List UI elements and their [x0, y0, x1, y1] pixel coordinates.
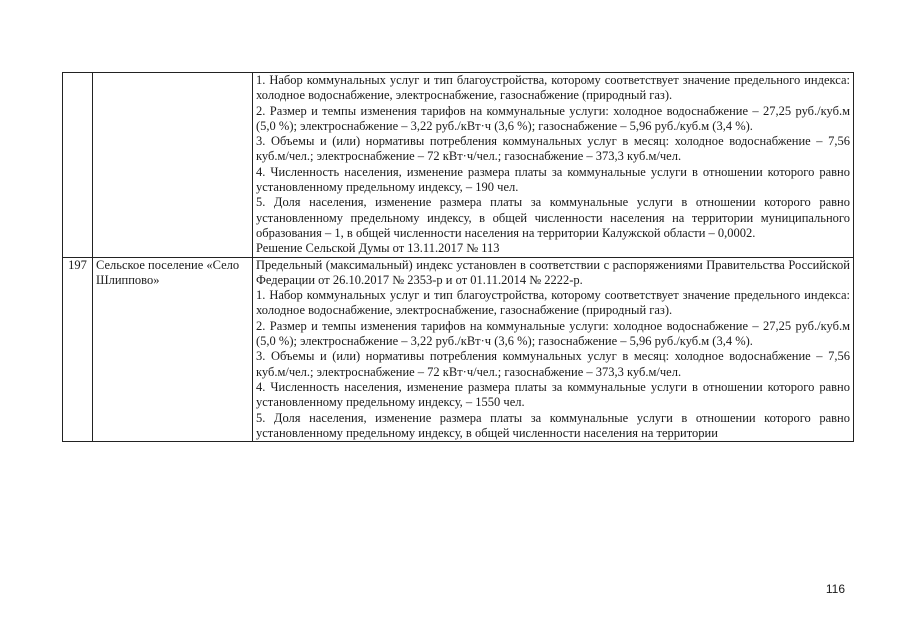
paragraph: 2. Размер и темпы изменения тарифов на коммунальные услуги: холодное водоснабжение – 27,25 руб./куб.м (5,0 %); электроснабжение – 3,22 руб./кВт·ч (3,6 %); газоснабжение – 5,96 руб./куб.м (3,4 %).	[256, 103, 850, 133]
paragraph: 5. Доля населения, изменение размера платы за коммунальные услуги в отношении которого равно установленному предельному индексу, в общей численности населения на территории муниципального образования – 1, в общей численности населения на территории Калужской области – 0,0002.	[256, 195, 850, 240]
paragraph: 3. Объемы и (или) нормативы потребления коммунальных услуг в месяц: холодное водоснабжение – 7,56 куб.м/чел.; электроснабжение – 72 кВт·ч/чел.; газоснабжение – 373,3 куб.м/чел.	[256, 134, 850, 164]
paragraph: 1. Набор коммунальных услуг и тип благоустройства, которому соответствует значение предельного индекса: холодное водоснабжение, электроснабжение, газоснабжение (природный газ).	[256, 288, 850, 318]
paragraph: 5. Доля населения, изменение размера платы за коммунальные услуги в отношении которого равно установленному предельному индексу, в общей численности населения на территории	[256, 410, 850, 440]
municipality-name: Сельское поселение «Село Шлиппово»	[93, 257, 253, 442]
description-cell	[253, 73, 854, 258]
paragraph: 2. Размер и темпы изменения тарифов на коммунальные услуги: холодное водоснабжение – 27,25 руб./куб.м (5,0 %); электроснабжение – 3,22 руб./кВт·ч (3,6 %); газоснабжение – 5,96 руб./куб.м (3,4 %).	[256, 318, 850, 349]
paragraph: 1. Набор коммунальных услуг и тип благоустройства, которому соответствует значение предельного индекса: холодное водоснабжение, электроснабжение, газоснабжение (природный газ).	[256, 73, 850, 103]
paragraph: Предельный (максимальный) индекс установлен в соответствии с распоряжениями Правительства Российской Федерации от 26.10.2017 № 2353-р и от 01.11.2014 № 2222-р.	[256, 257, 850, 287]
row-number	[63, 73, 93, 258]
paragraph: 4. Численность населения, изменение размера платы за коммунальные услуги в отношении которого равно установленному предельному индексу, – 190 чел.	[256, 164, 850, 195]
table-row	[63, 73, 854, 258]
paragraph: 4. Численность населения, изменение размера платы за коммунальные услуги в отношении которого равно установленному предельному индексу, – 1550 чел.	[256, 379, 850, 410]
table-row	[63, 257, 854, 442]
description-cell	[253, 257, 854, 442]
page-number: 116	[825, 582, 845, 596]
municipality-name	[93, 73, 253, 258]
paragraph: 3. Объемы и (или) нормативы потребления коммунальных услуг в месяц: холодное водоснабжение – 7,56 куб.м/чел.; электроснабжение – 72 кВт·ч/чел.; газоснабжение – 373,3 куб.м/чел.	[256, 349, 850, 379]
document-table	[62, 72, 854, 442]
row-number: 197	[63, 257, 93, 442]
decision-reference: Решение Сельской Думы от 13.11.2017 № 113	[256, 241, 500, 256]
